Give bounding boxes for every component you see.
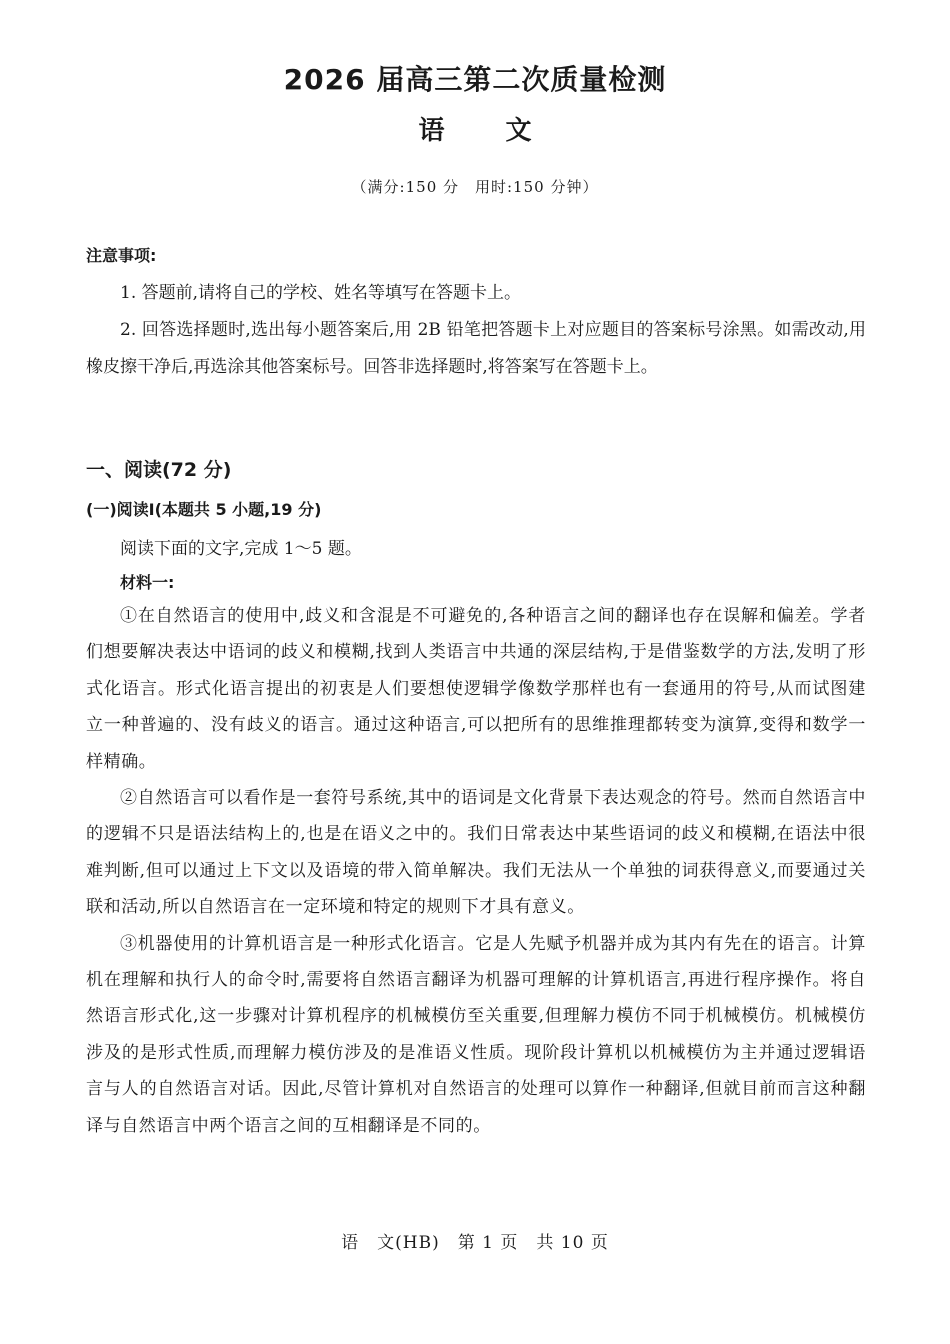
paragraph-1: ①在自然语言的使用中,歧义和含混是不可避免的,各种语言之间的翻译也存在误解和偏差。学者们想要解决表达中语词的歧义和模糊,找到人类语言中共通的深层结构,于是借鉴数学的方法,发明了形式化语言。形式化语言提出的初衷是人们要想使逻辑学像数学那样也有一套通用的符号,从而试图建立一种普遍的、没有歧义的语言。通过这种语言,可以把所有的思维推理都转变为演算,变得和数学一样精确。 [86,606,866,772]
material-body [86,598,866,1144]
notice-item: 2. 回答选择题时,选出每小题答案后,用 2B 铅笔把答题卡上对应题目的答案标号涂黑。如需改动,用橡皮擦干净后,再选涂其他答案标号。回答非选择题时,将答案写在答题卡上。 [86,320,866,377]
section-heading: 一、阅读(72 分) [86,459,232,481]
notice-list [86,275,866,386]
section-instruction: 阅读下面的文字,完成 1～5 题。 [120,539,362,559]
material-label: 材料一: [120,573,175,592]
paragraph-3: ③机器使用的计算机语言是一种形式化语言。它是人先赋予机器并成为其内有先在的语言。计算机在理解和执行人的命令时,需要将自然语言翻译为机器可理解的计算机语言,再进行程序操作。将自然语言形式化,这一步骤对计算机程序的机械模仿至关重要,但理解力模仿不同于机械模仿。机械模仿涉及的是形式性质,而理解力模仿涉及的是准语义性质。现阶段计算机以机械模仿为主并通过逻辑语言与人的自然语言对话。因此,尽管计算机对自然语言的处理可以算作一种翻译,但就目前而言这种翻译与自然语言中两个语言之间的互相翻译是不同的。 [86,933,866,1136]
notice-item: 1. 答题前,请将自己的学校、姓名等填写在答题卡上。 [120,283,522,303]
paragraph-2: ②自然语言可以看作是一套符号系统,其中的语词是文化背景下表达观念的符号。然而自然语言中的逻辑不只是语法结构上的,也是在语义之中的。我们日常表达中某些语词的歧义和模糊,在语法中很难判断,但可以通过上下文以及语境的带入简单解决。我们无法从一个单独的词获得意义,而要通过关联和活动,所以自然语言在一定环境和特定的规则下才具有意义。 [86,788,866,918]
page-footer: 语 文(HB) 第 1 页 共 10 页 [341,1233,609,1253]
exam-subject: 语 文 [418,116,558,146]
notice-heading: 注意事项: [86,246,157,265]
section-subheading: (一)阅读Ⅰ(本题共 5 小题,19 分) [86,500,322,519]
exam-title: 2026 届高三第二次质量检测 [283,63,667,96]
exam-meta: （满分:150 分 用时:150 分钟） [351,178,599,196]
